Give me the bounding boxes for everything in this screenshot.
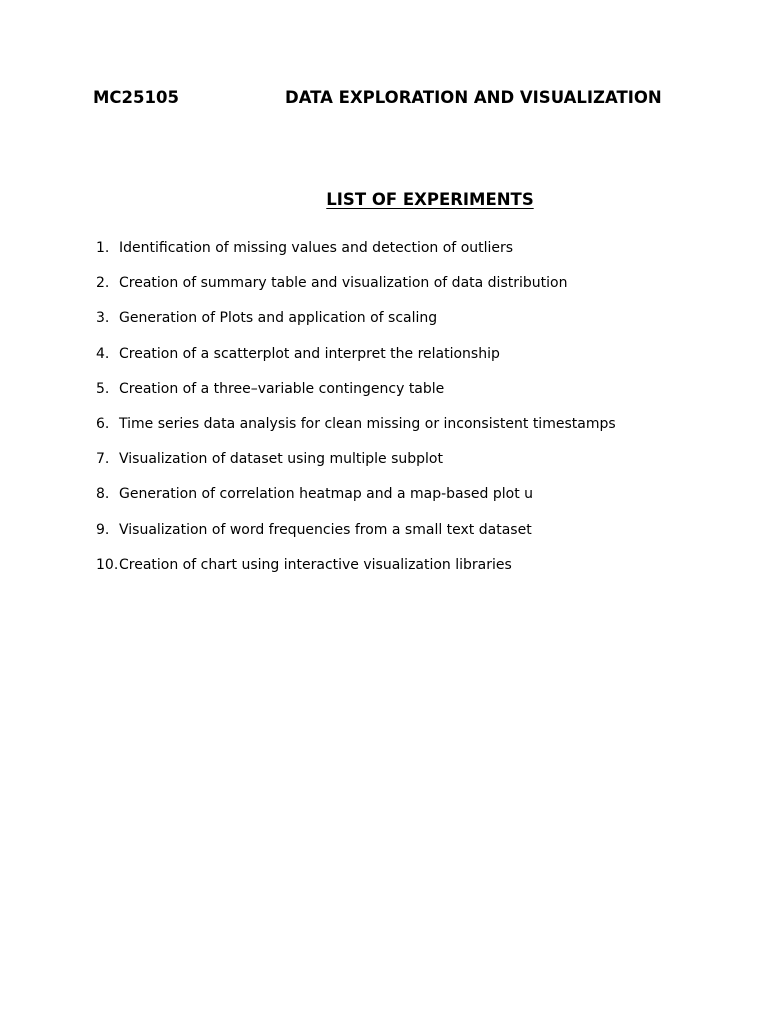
list-item-text: Creation of chart using interactive visualization libraries [119,556,512,573]
list-item-number: 5. [96,380,110,397]
list-item [96,555,616,590]
list-item-number: 7. [96,451,110,468]
list-item-text: Visualization of word frequencies from a small text dataset [119,521,532,538]
course-code: MC25105 [93,88,179,107]
list-item [96,414,616,449]
section-title: LIST OF EXPERIMENTS [326,190,534,209]
list-item-text: Time series data analysis for clean missing or inconsistent timestamps [119,415,616,432]
list-item [96,308,616,343]
list-item-number: 10. [96,556,119,573]
list-item [96,379,616,414]
list-item-number: 1. [96,240,110,256]
list-item-number: 3. [96,310,110,327]
experiment-list [96,238,616,590]
list-item-text: Creation of a three–variable contingency table [119,380,445,397]
list-item [96,344,616,379]
course-title: DATA EXPLORATION AND VISUALIZATION [285,88,662,107]
list-item [96,273,616,308]
list-item [96,520,616,555]
list-item-text: Creation of summary table and visualization of data distribution [119,275,568,292]
list-item [96,484,616,519]
list-item-number: 4. [96,345,110,362]
list-item-number: 9. [96,521,110,538]
list-item-text: Visualization of dataset using multiple subplot [119,451,443,468]
list-item [96,238,616,273]
list-item-text: Generation of Plots and application of scaling [119,310,438,327]
list-item-text: Generation of correlation heatmap and a map-based plot u [119,486,534,503]
list-item [96,449,616,484]
list-item-text: Identification of missing values and detection of outliers [119,240,514,256]
list-item-text: Creation of a scatterplot and interpret the relationship [119,345,500,362]
list-item-number: 6. [96,415,110,432]
list-item-number: 8. [96,486,110,503]
list-item-number: 2. [96,275,110,292]
